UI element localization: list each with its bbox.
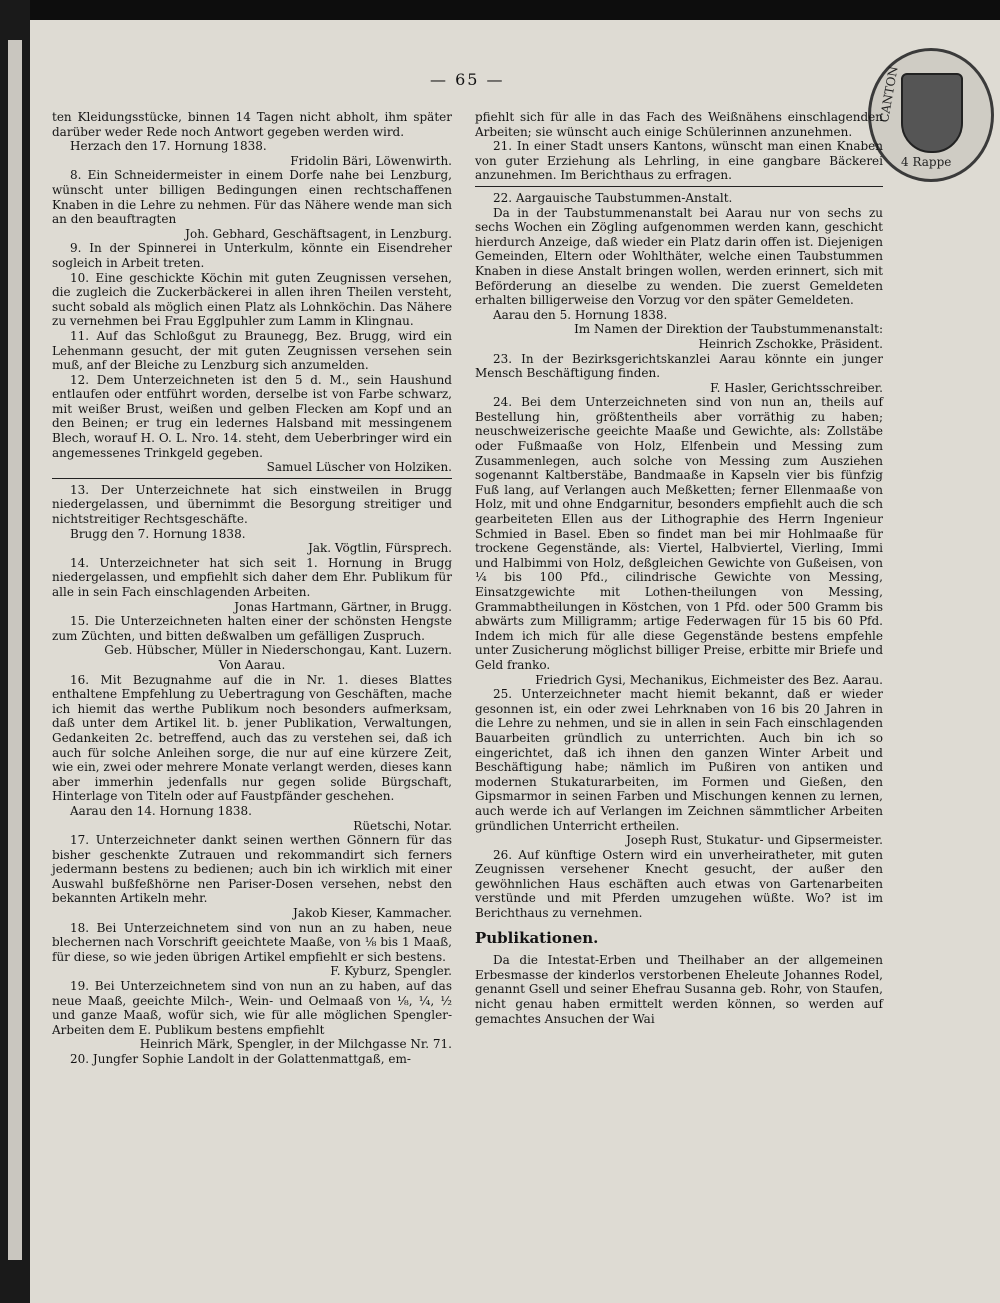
signature-line: Joh. Gebhard, Geschäftsagent, in Lenzburg. <box>185 226 452 241</box>
text-paragraph: 16. Mit Bezugnahme auf die in Nr. 1. dieses Blattes enthaltene Empfehlung zu Uebertragung von Geschäften, mache ich hiemit das werthe Publikum noch besonders aufmerksam, daß unter dem Artikel lit. b. jener Publikation, Verwaltungen, Gedankeiten 2c. betreffend, auch das zu verstehen sei, daß ich auch für solche Anleihen sorge, die nur auf eine kürzere Zeit, wie ein, zwei oder mehrere Monate verlangt werden, dieses kann aber immerhin jedenfalls nur gegen solide Bürgschaft, Hinterlage von Titeln oder auf Faustpfänder geschehen. <box>52 672 452 804</box>
signature-line: Heinrich Märk, Spengler, in der Milchgasse Nr. 71. <box>139 1037 452 1052</box>
signature-line: Friedrich Gysi, Mechanikus, Eichmeister des Bez. Aarau. <box>535 672 883 687</box>
stamp-text-bottom: 4 Rappe <box>901 155 952 169</box>
text-paragraph: 18. Bei Unterzeichnetem sind von nun an zu haben, neue blechernen nach Vorschrift geeichtete Maaße, von ⅛ bis 1 Maaß, für diese, so wie jeden übrigen Artikel empfiehlt er sich bestens. <box>52 920 452 964</box>
signature-line: Jakob Kieser, Kammacher. <box>293 906 452 921</box>
signature-line: Jonas Hartmann, Gärtner, in Brugg. <box>234 599 452 614</box>
stamp-text-top: CANTON <box>877 65 901 124</box>
text-paragraph: 9. In der Spinnerei in Unterkulm, könnte ein Eisendreher sogleich in Arbeit treten. <box>52 241 452 270</box>
text-paragraph: 20. Jungfer Sophie Landolt in der Golattenmattgaß, em- <box>70 1052 411 1066</box>
text-paragraph: 14. Unterzeichneter hat sich seit 1. Hornung in Brugg niedergelassen, und empfiehlt sich daher dem Ehr. Publikum für alle in sein Fach einschlagenden Arbeiten. <box>52 555 452 599</box>
signature-line: Jak. Vögtlin, Fürsprech. <box>308 541 452 556</box>
section-divider <box>52 478 452 479</box>
text-paragraph: 17. Unterzeichneter dankt seinen werthen Gönnern für das bisher geschenkte Zutrauen und rekommandirt sich ferners jedermann bestens zu bedienen; auch bin ich wirklich mit einer Auswahl bußfeßhörne nen Pariser-Dosen versehen, nebst den bekannten Artikeln mehr. <box>52 833 452 906</box>
signature-line: Rüetschi, Notar. <box>353 818 452 833</box>
text-paragraph: 22. Aargauische Taubstummen-Anstalt. <box>493 190 733 205</box>
text-paragraph: 8. Ein Schneidermeister in einem Dorfe nahe bei Lenzburg, wünscht unter billigen Bedingungen einen rechtschaffenen Knaben in die Lehre zu nehmen. Für das Nähere wende man sich an den beauftragten <box>52 168 452 227</box>
text-paragraph: Brugg den 7. Hornung 1838. <box>70 526 246 541</box>
coat-of-arms-icon <box>901 73 963 153</box>
right-column <box>475 110 883 1026</box>
text-paragraph: 12. Dem Unterzeichneten ist den 5 d. M., sein Haushund entlaufen oder entführt worden, derselbe ist von Farbe schwarz, mit weißer Brust, weißen und gelben Flecken am Kopf und an den Beinen; er trug ein ledernes Halsband mit messingenem Blech, worauf H. O. L. Nro. 14. steht, dem Ueberbringer wird ein angemessenes Trinkgeld gegeben. <box>52 372 452 460</box>
page-number: — 65 — <box>430 70 505 89</box>
text-paragraph: Aarau den 5. Hornung 1838. <box>493 307 668 322</box>
page-edge-strip <box>8 40 22 1260</box>
signature-line: Samuel Lüscher von Holziken. <box>266 460 452 475</box>
canton-stamp <box>868 48 994 182</box>
text-paragraph: 10. Eine geschickte Köchin mit guten Zeugnissen versehen, die zugleich die Zuckerbäckerei in allen ihren Theilen versteht, sucht sobald als möglich einen Platz als Lohnköchin. Das Nähere zu vernehmen bei Frau Egglpuhler zum Lamm in Klingnau. <box>52 270 452 329</box>
text-paragraph: 25. Unterzeichneter macht hiemit bekannt, daß er wieder gesonnen ist, ein oder zwei Lehrknaben von 16 bis 20 Jahren in die Lehre zu nehmen, und sie in allen in sein Fach einschlagenden Bauarbeiten gründlich zu unterrichten. Auch bin ich so eingerichtet, daß ich ihnen den ganzen Winter Arbeit und Beschäftigung habe; nämlich im Pußiren von antiken und modernen Stukaturarbeiten, im Formen und Gießen, den Gipsmarmor in seinen Farben und Mischungen kennen zu lernen, auch werde ich auf Verlangen im Zeichnen sämmtlicher Arbeiten gründlichen Unterricht ertheilen. <box>475 687 883 833</box>
text-paragraph: Da die Intestat-Erben und Theilhaber an der allgemeinen Erbesmasse der kinderlos verstorbenen Eheleute Johannes Rodel, genannt Gsell und seiner Ehefrau Susanna geb. Rohr, von Staufen, nicht genau haben ermittelt werden können, so werden auf gemachtes Ansuchen der Wai <box>475 953 883 1026</box>
text-paragraph: Herzach den 17. Hornung 1838. <box>70 139 267 154</box>
text-paragraph: Da in der Taubstummenanstalt bei Aarau nur von sechs zu sechs Wochen ein Zögling aufgenommen werden kann, geschicht hierdurch Anzeige, daß wieder ein Platz darin offen ist. Diejenigen Gemeinden, Eltern oder Wohlthäter, welche einen Taubstummen Knaben in diese Anstalt bringen wollen, werden erinnert, sich mit Beförderung an dieselbe zu wenden. Die zuerst Gemeldeten erhalten billigerweise den Vorzug vor den später Gemeldeten. <box>475 205 883 308</box>
text-paragraph: 23. In der Bezirksgerichtskanzlei Aarau könnte ein junger Mensch Beschäftigung finden. <box>475 351 883 381</box>
signature-line: F. Hasler, Gerichtsschreiber. <box>710 380 883 395</box>
section-heading: Publikationen. <box>475 928 599 947</box>
text-paragraph: pfiehlt sich für alle in das Fach des Weißnähens einschlagenden Arbeiten; sie wünscht auch einige Schülerinnen anzunehmen. <box>475 110 883 139</box>
previous-page-edge <box>0 0 30 1303</box>
section-divider <box>475 186 883 187</box>
text-paragraph: ten Kleidungsstücke, binnen 14 Tagen nicht abholt, ihm später darüber weder Rede noch Antwort gegeben werden wird. <box>52 110 452 139</box>
signature-line: Heinrich Zschokke, Präsident. <box>698 336 883 351</box>
signature-line: Fridolin Bäri, Löwenwirth. <box>290 153 452 168</box>
text-paragraph: 21. In einer Stadt unsers Kantons, wünscht man einen Knaben von guter Erziehung als Lehrling, in eine gangbare Bäckerei anzunehmen. Im Berichthaus zu erfragen. <box>475 139 883 183</box>
text-paragraph: 26. Auf künftige Ostern wird ein unverheiratheter, mit guten Zeugnissen versehener Knecht gesucht, der außer den gewöhnlichen Haus eschäften auch etwas von Gartenarbeiten verstünde und mit Pferden umzugehen wüßte. Wo? ist im Berichthaus zu vernehmen. <box>475 847 883 921</box>
signature-line: F. Kyburz, Spengler. <box>330 964 452 979</box>
text-paragraph: Von Aarau. <box>218 657 286 672</box>
left-column <box>52 110 452 1067</box>
text-paragraph: 11. Auf das Schloßgut zu Braunegg, Bez. Brugg, wird ein Lehenmann gesucht, der mit guten Zeugnissen versehen sein muß, anf der Bleiche zu Lenzburg sich anzumelden. <box>52 328 452 373</box>
signature-line: Im Namen der Direktion der Taubstummenanstalt: <box>574 322 883 337</box>
text-paragraph: 19. Bei Unterzeichnetem sind von nun an zu haben, auf das neue Maaß, geeichte Milch-, Wein- und Oelmaaß von ⅛, ¼, ½ und ganze Maaß, wofür sich, wie für alle möglichen Spengler-Arbeiten dem E. Publikum bestens empfiehlt <box>52 979 452 1037</box>
text-paragraph: 13. Der Unterzeichnete hat sich einstweilen in Brugg niedergelassen, und übernimmt die Besorgung streitiger und nichtstreitiger Rechtsgeschäfte. <box>52 482 452 527</box>
text-paragraph: 15. Die Unterzeichneten halten einer der schönsten Hengste zum Züchten, und bitten deßwalben um gefälligen Zuspruch. <box>52 614 452 643</box>
signature-line: Geb. Hübscher, Müller in Niederschongau, Kant. Luzern. <box>104 643 452 658</box>
text-paragraph: Aarau den 14. Hornung 1838. <box>70 803 252 818</box>
text-paragraph: 24. Bei dem Unterzeichneten sind von nun an, theils auf Bestellung hin, größtentheils aber vorräthig zu haben; neuschweizerische geeichte Maaße und Gewichte, als: Zollstäbe oder Fußmaaße von Holz, Elfenbein und Messing zum Zusammenlegen, auch solche von Messing zum Ausziehen sogenannt Kaltberstäbe, Bandmaaße in Kapseln vier bis fünfzig Fuß lang, auf Verlangen auch Meßketten; ferner Ellenmaaße von Holz, mit und ohne Endgarnitur, besonders empfiehlt auch die sch gearbeiteten Ellen aus der Lithographie des Herrn Ingenieur Schmied in Basel. Eben so findet man bei mir Hohlmaaße für trockene Gegenstände, als: Viertel, Halbviertel, Vierling, Immi und Halbimmi von Holz, deßgleichen Gewichte von Gußeisen, von ¼ bis 100 Pfd., cilindrische Gewichte von Messing, Einsatzgewichte mit Lothen-theilungen von Messing, Grammabtheilungen in Köstchen, von 1 Pfd. oder 500 Gramm bis abwärts zum Milligramm; artige Federwagen für 15 bis 60 Pfd. Indem ich mich für alle diese Gegenstände bestens empfehle unter Zusicherung möglichst billiger Preise, erbitte mir Briefe und Geld franko. <box>475 395 883 672</box>
signature-line: Joseph Rust, Stukatur- und Gipsermeister. <box>626 833 883 848</box>
